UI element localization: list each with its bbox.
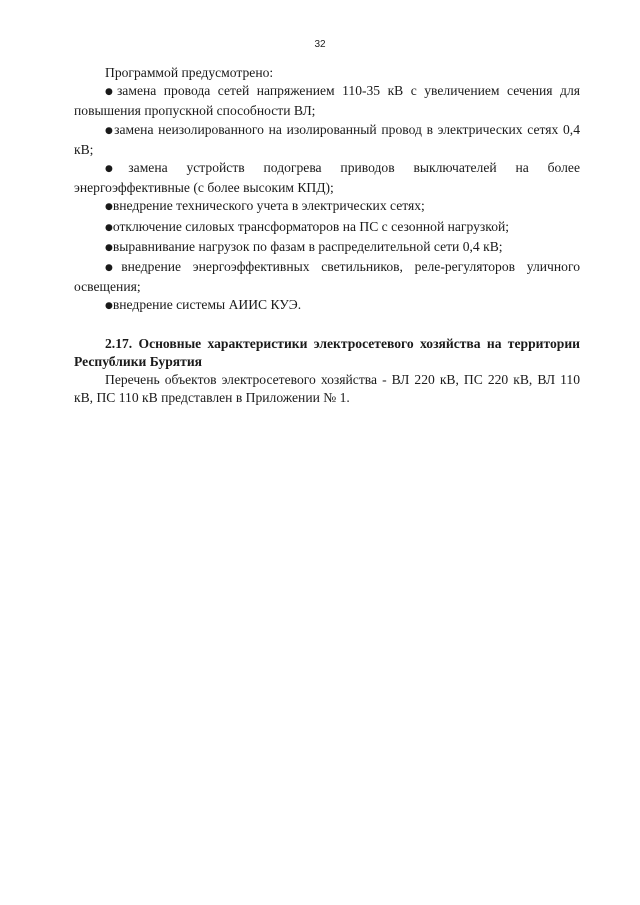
bullet-icon: ● [105,202,113,213]
list-item [74,258,580,296]
bullet-icon: ● [105,125,115,136]
list-item-text: замена устройств подогрева приводов выключателей на более энергоэффективные (с более высоким КПД); [74,160,580,196]
list-item-text: внедрение технического учета в электрических сетях; [112,198,425,214]
list-item-text: внедрение системы АИИС КУЭ. [112,297,302,313]
bullet-icon: ● [105,222,113,233]
bullet-icon: ● [105,87,117,98]
list-item-text: выравнивание нагрузок по фазам в распределительной сети 0,4 кВ; [112,238,503,254]
program-intro: Программой предусмотрено: [105,65,274,80]
section-body: Перечень объектов электросетевого хозяйства - ВЛ 220 кВ, ПС 220 кВ, ВЛ 110 кВ, ПС 110 кВ представлен в Приложении № 1. [74,372,580,406]
list-item-text: отключение силовых трансформаторов на ПС с сезонной нагрузкой; [112,218,510,234]
page-content [74,64,580,407]
list-item [74,218,580,238]
bullet-icon: ● [105,263,122,274]
bullet-icon: ● [105,242,113,253]
list-item [74,121,580,159]
bullet-icon: ● [105,301,113,312]
list-item-text: внедрение энергоэффективных светильников, реле-регуляторов уличного освещения; [74,259,580,295]
bullet-icon: ● [105,164,129,175]
list-item [74,197,580,217]
section-heading: 2.17. Основные характеристики электросетевого хозяйства на территории Республики Бурятия [74,335,580,369]
page-number: 32 [314,39,326,50]
list-item [74,82,580,120]
list-item [74,296,580,316]
list-item [74,238,580,258]
list-item [74,159,580,197]
list-item-text: замена неизолированного на изолированный провод в электрических сетях 0,4 кВ; [74,121,580,157]
list-item-text: замена провода сетей напряжением 110-35 кВ с увеличением сечения для повышения пропускной способности ВЛ; [74,83,580,119]
